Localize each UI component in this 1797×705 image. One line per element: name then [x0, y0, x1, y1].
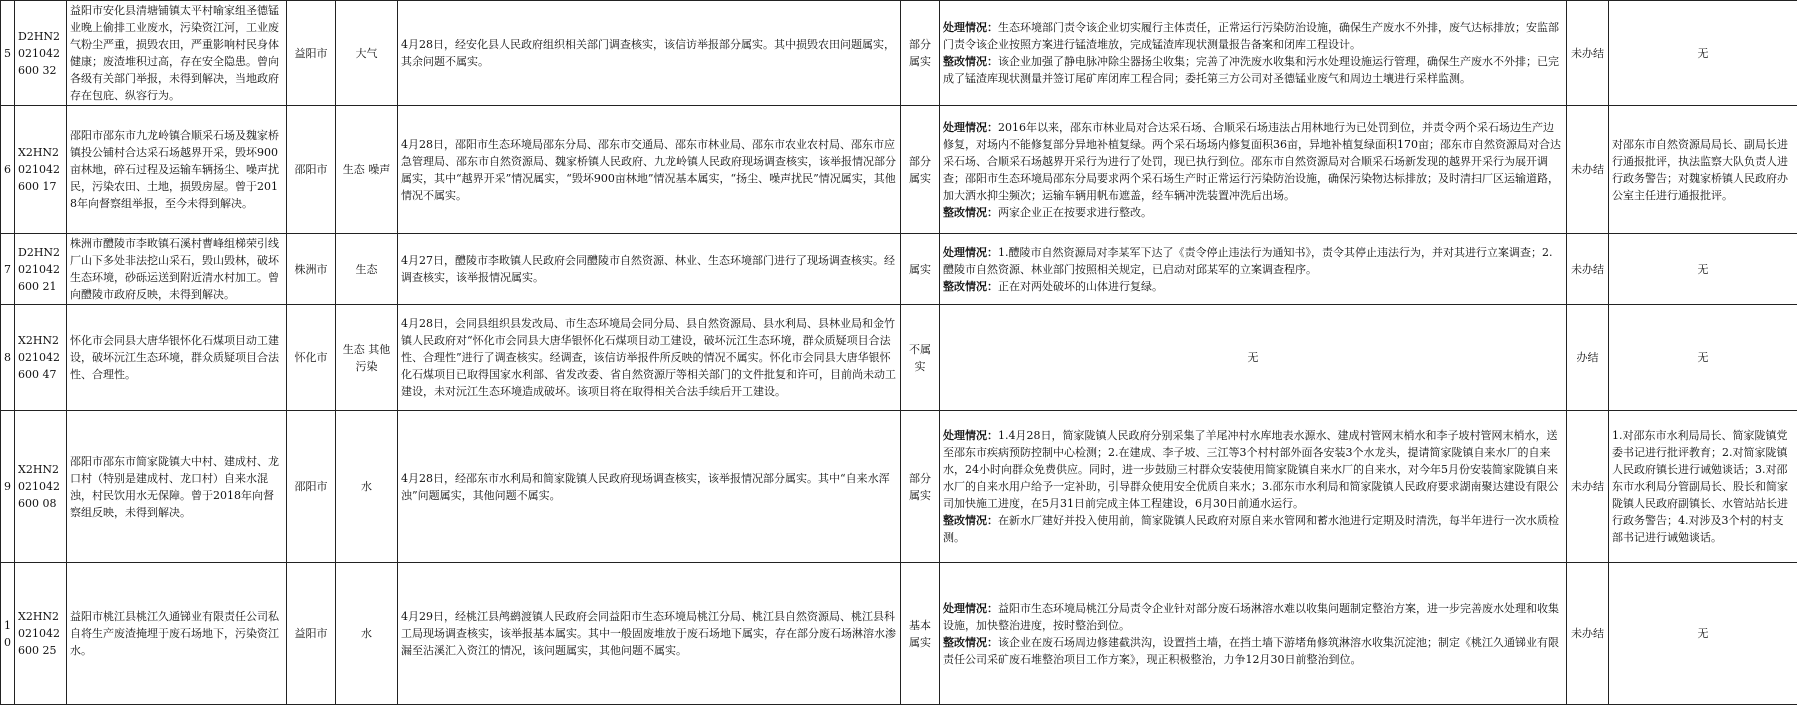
rectify-label: 整改情况：	[943, 514, 998, 527]
handling-text: 2016年以来，邵东市林业局对合达采石场、合顺采石场违法占用林地行为已处罚到位，并责令两个采石场边生产边修复，对场内不能修复部分异地补植复绿。两个采石场场内修复面积36亩，异地补植复绿面积170亩；邵东市自然资源局对合达采石场、合顺采石场越界开采行为进行了处罚，现已执行到位。邵东市自然资源局对合顺采石场新发现的越界开采行为展开调查；邵阳市生态环境局邵东分局要求两个采石场生产时正常运行污染防治设施，确保污染物达标排放；及时清扫厂区运输道路，加大洒水抑尘频次；运输车辆用帆布遮盖，经车辆冲洗装置冲洗后出场。	[943, 121, 1561, 202]
table-row	[1, 106, 1797, 234]
handling-label: 处理情况：	[943, 121, 998, 134]
is-true: 不属实	[901, 305, 940, 411]
status: 未办结	[1567, 106, 1609, 234]
city: 益阳市	[287, 1, 336, 106]
rectify-text: 该企业加强了静电脉冲除尘器扬尘收集；完善了冲洗废水收集和污水处理设施运行管理，确保生产废水不外排；已完成了锰渣库现状测量并签订尾矿库闭库工程合同；委托第三方公司对圣德锰业废气和周边土壤进行采样监测。	[943, 55, 1559, 85]
accountability: 无	[1609, 563, 1797, 705]
verification-result: 4月28日，会同县组织县发改局、市生态环境局会同分局、县自然资源局、县水利局、县林业局和金竹镇人民政府对“怀化市会同县大唐华银怀化石煤项目动工建设，破坏沅江生态环境，群众质疑项目合法性、合理性”进行了调查核实。经调查，该信访举报件所反映的情况不属实。怀化市会同县大唐华银怀化石煤项目已取得国家水利部、省发改委、省自然资源厅等相关部门的文件批复和许可，目前尚未动工建设，未对沅江生态环境造成破坏。该项目将在取得相关合法手续后开工建设。	[398, 305, 901, 411]
verification-result: 4月28日，邵阳市生态环境局邵东分局、邵东市交通局、邵东市林业局、邵东市农业农村局、邵东市应急管理局、邵东市自然资源局、魏家桥镇人民政府、九龙岭镇人民政府现场调查核实，该举报情况部分属实，其中“越界开采”情况属实，“毁坏900亩林地”情况基本属实，“扬尘、噪声扰民”情况属实，其他情况不属实。	[398, 106, 901, 234]
rectify-label: 整改情况：	[943, 280, 998, 293]
complaint-content: 益阳市安化县清塘铺镇太平村喻家组圣德锰业晚上偷排工业废水，污染资江河，工业废气粉尘严重，损毁农田，严重影响村民身体健康；废渣堆积过高，存在安全隐患。曾向各级有关部门举报，未得到解决，当地政府存在包庇、纵容行为。	[67, 1, 287, 106]
table-row	[1, 1, 1797, 106]
table-row	[1, 234, 1797, 305]
verification-result: 4月27日，醴陵市李畋镇人民政府会同醴陵市自然资源、林业、生态环境部门进行了现场调查核实。经调查核实，该举报情况属实。	[398, 234, 901, 305]
city: 邵阳市	[287, 106, 336, 234]
pollution-category: 生态 噪声	[336, 106, 398, 234]
case-code: X2HN2021042600 08	[15, 411, 67, 563]
row-number: 10	[1, 563, 15, 705]
pollution-category: 生态 其他污染	[336, 305, 398, 411]
rectify-label: 整改情况：	[943, 636, 998, 649]
row-number: 8	[1, 305, 15, 411]
handling-and-rectification	[940, 411, 1567, 563]
pollution-category: 大气	[336, 1, 398, 106]
is-true: 属实	[901, 234, 940, 305]
status: 未办结	[1567, 563, 1609, 705]
handling-label: 处理情况：	[943, 429, 998, 442]
case-code: X2HN2021042600 47	[15, 305, 67, 411]
verification-result: 4月29日，经桃江县鸬鹚渡镇人民政府会同益阳市生态环境局桃江分局、桃江县自然资源局、桃江县科工局现场调查核实，该举报基本属实。其中一般固废堆放于废石场地下属实，存在部分废石场淋溶水渗漏至沾溪汇入资江的情况，该问题属实，其他问题不属实。	[398, 563, 901, 705]
complaint-content: 株洲市醴陵市李畋镇石溪村曹峰组梯荣引线厂山下多处非法挖山采石，毁山毁林，破坏生态环境，砂砾运送到附近清水村加工。曾向醴陵市政府反映，未得到解决。	[67, 234, 287, 305]
city: 邵阳市	[287, 411, 336, 563]
accountability: 无	[1609, 1, 1797, 106]
status: 未办结	[1567, 1, 1609, 106]
row-number: 9	[1, 411, 15, 563]
row-number: 6	[1, 106, 15, 234]
rectify-text: 正在对两处破坏的山体进行复绿。	[998, 280, 1163, 293]
city: 益阳市	[287, 563, 336, 705]
is-true: 基本属实	[901, 563, 940, 705]
city: 怀化市	[287, 305, 336, 411]
rectify-text: 在新水厂建好并投入使用前，简家陇镇人民政府对原自来水管网和蓄水池进行定期及时清洗，每半年进行一次水质检测。	[943, 514, 1559, 544]
row-number: 5	[1, 1, 15, 106]
handling-text: 益阳市生态环境局桃江分局责令企业针对部分废石场淋溶水难以收集问题制定整治方案，进一步完善废水处理和收集设施，加快整治进度，按时整治到位。	[943, 602, 1559, 632]
city: 株洲市	[287, 234, 336, 305]
rectify-label: 整改情况：	[943, 55, 998, 68]
status: 办结	[1567, 305, 1609, 411]
case-code: D2HN2021042600 21	[15, 234, 67, 305]
handling-label: 处理情况：	[943, 602, 998, 615]
status: 未办结	[1567, 411, 1609, 563]
handling-and-rectification	[940, 1, 1567, 106]
case-code: D2HN2021042600 32	[15, 1, 67, 106]
accountability: 无	[1609, 305, 1797, 411]
is-true: 部分属实	[901, 411, 940, 563]
handling-and-rectification	[940, 563, 1567, 705]
handling-text: 1.醴陵市自然资源局对李某军下达了《责令停止违法行为通知书》，责令其停止违法行为，并对其进行立案调查；2.醴陵市自然资源、林业部门按照相关规定，已启动对邱某军的立案调查程序。	[943, 246, 1553, 276]
handling-text: 1.4月28日，简家陇镇人民政府分别采集了羊尾冲村水库地表水源水、建成村管网末梢水和李子坡村管网末梢水，送至邵东市疾病预防控制中心检测；2.在建成、李子坡、三江等3个村村部外面各安装3个水龙头，提请简家陇镇自来水厂的自来水，24小时向群众免费供应。同时，进一步鼓励三村群众安装使用简家陇镇自来水厂的自来水，对今年5月份安装简家陇镇自来水厂的自来水用户给予一定补助，引导群众使用安全优质自来水；3.邵东市水利局和简家陇镇人民政府要求湖南聚达建设有限公司加快施工进度，在5月31日前完成主体工程建设，6月30日前通水运行。	[943, 429, 1559, 510]
handling-label: 处理情况：	[943, 21, 998, 34]
pollution-category: 水	[336, 563, 398, 705]
verification-result: 4月28日，经安化县人民政府组织相关部门调查核实，该信访举报部分属实。其中损毁农田问题属实，其余问题不属实。	[398, 1, 901, 106]
handling-and-rectification: 无	[940, 305, 1567, 411]
table-row	[1, 411, 1797, 563]
rectify-label: 整改情况：	[943, 206, 998, 219]
accountability: 无	[1609, 234, 1797, 305]
handling-and-rectification	[940, 234, 1567, 305]
case-code: X2HN2021042600 25	[15, 563, 67, 705]
table-row	[1, 563, 1797, 705]
row-number: 7	[1, 234, 15, 305]
is-true: 部分属实	[901, 1, 940, 106]
table-row	[1, 305, 1797, 411]
rectify-text: 该企业在废石场周边修建截洪沟，设置挡土墙，在挡土墙下游堵角修筑淋溶水收集沉淀池；制定《桃江久通锑业有限责任公司采矿废石堆整治项目工作方案》，现正积极整治，力争12月30日前整治到位。	[943, 636, 1559, 666]
complaint-content: 益阳市桃江县桃江久通锑业有限责任公司私自将生产废渣掩埋于废石场地下，污染资江水。	[67, 563, 287, 705]
accountability: 对邵东市自然资源局局长、副局长进行通报批评，执法监察大队负责人进行政务警告；对魏家桥镇人民政府办公室主任进行通报批评。	[1609, 106, 1797, 234]
complaint-content: 怀化市会同县大唐华银怀化石煤项目动工建设，破坏沅江生态环境，群众质疑项目合法性、合理性。	[67, 305, 287, 411]
rectify-text: 两家企业正在按要求进行整改。	[998, 206, 1152, 219]
handling-text: 生态环境部门责令该企业切实履行主体责任，正常运行污染防治设施，确保生产废水不外排，废气达标排放；安监部门责令该企业按照方案进行锰渣堆放，完成锰渣库现状测量报告备案和闭库工程设计。	[943, 21, 1559, 51]
complaint-content: 邵阳市邵东市九龙岭镇合顺采石场及魏家桥镇投公铺村合达采石场越界开采，毁坏900亩林地，碎石过程及运输车辆扬尘、噪声扰民，污染农田、土地，损毁房屋。曾于2018年向督察组举报，至今未得到解决。	[67, 106, 287, 234]
verification-result: 4月28日，经邵东市水利局和简家陇镇人民政府现场调查核实，该举报情况部分属实。其中“自来水浑浊”问题属实，其他问题不属实。	[398, 411, 901, 563]
accountability: 1.对邵东市水利局局长、简家陇镇党委书记进行批评教育；2.对简家陇镇人民政府镇长进行诫勉谈话；3.对邵东市水利局分管副局长、股长和简家陇镇人民政府副镇长、水管站站长进行政务警告；4.对涉及3个村的村支部书记进行诫勉谈话。	[1609, 411, 1797, 563]
pollution-category: 水	[336, 411, 398, 563]
handling-label: 处理情况：	[943, 246, 998, 259]
handling-and-rectification	[940, 106, 1567, 234]
pollution-category: 生态	[336, 234, 398, 305]
status: 未办结	[1567, 234, 1609, 305]
complaint-content: 邵阳市邵东市简家陇镇大中村、建成村、龙口村（特别是建成村、龙口村）自来水混浊，村民饮用水无保障。曾于2018年向督察组反映，未得到解决。	[67, 411, 287, 563]
is-true: 部分属实	[901, 106, 940, 234]
case-code: X2HN2021042600 17	[15, 106, 67, 234]
